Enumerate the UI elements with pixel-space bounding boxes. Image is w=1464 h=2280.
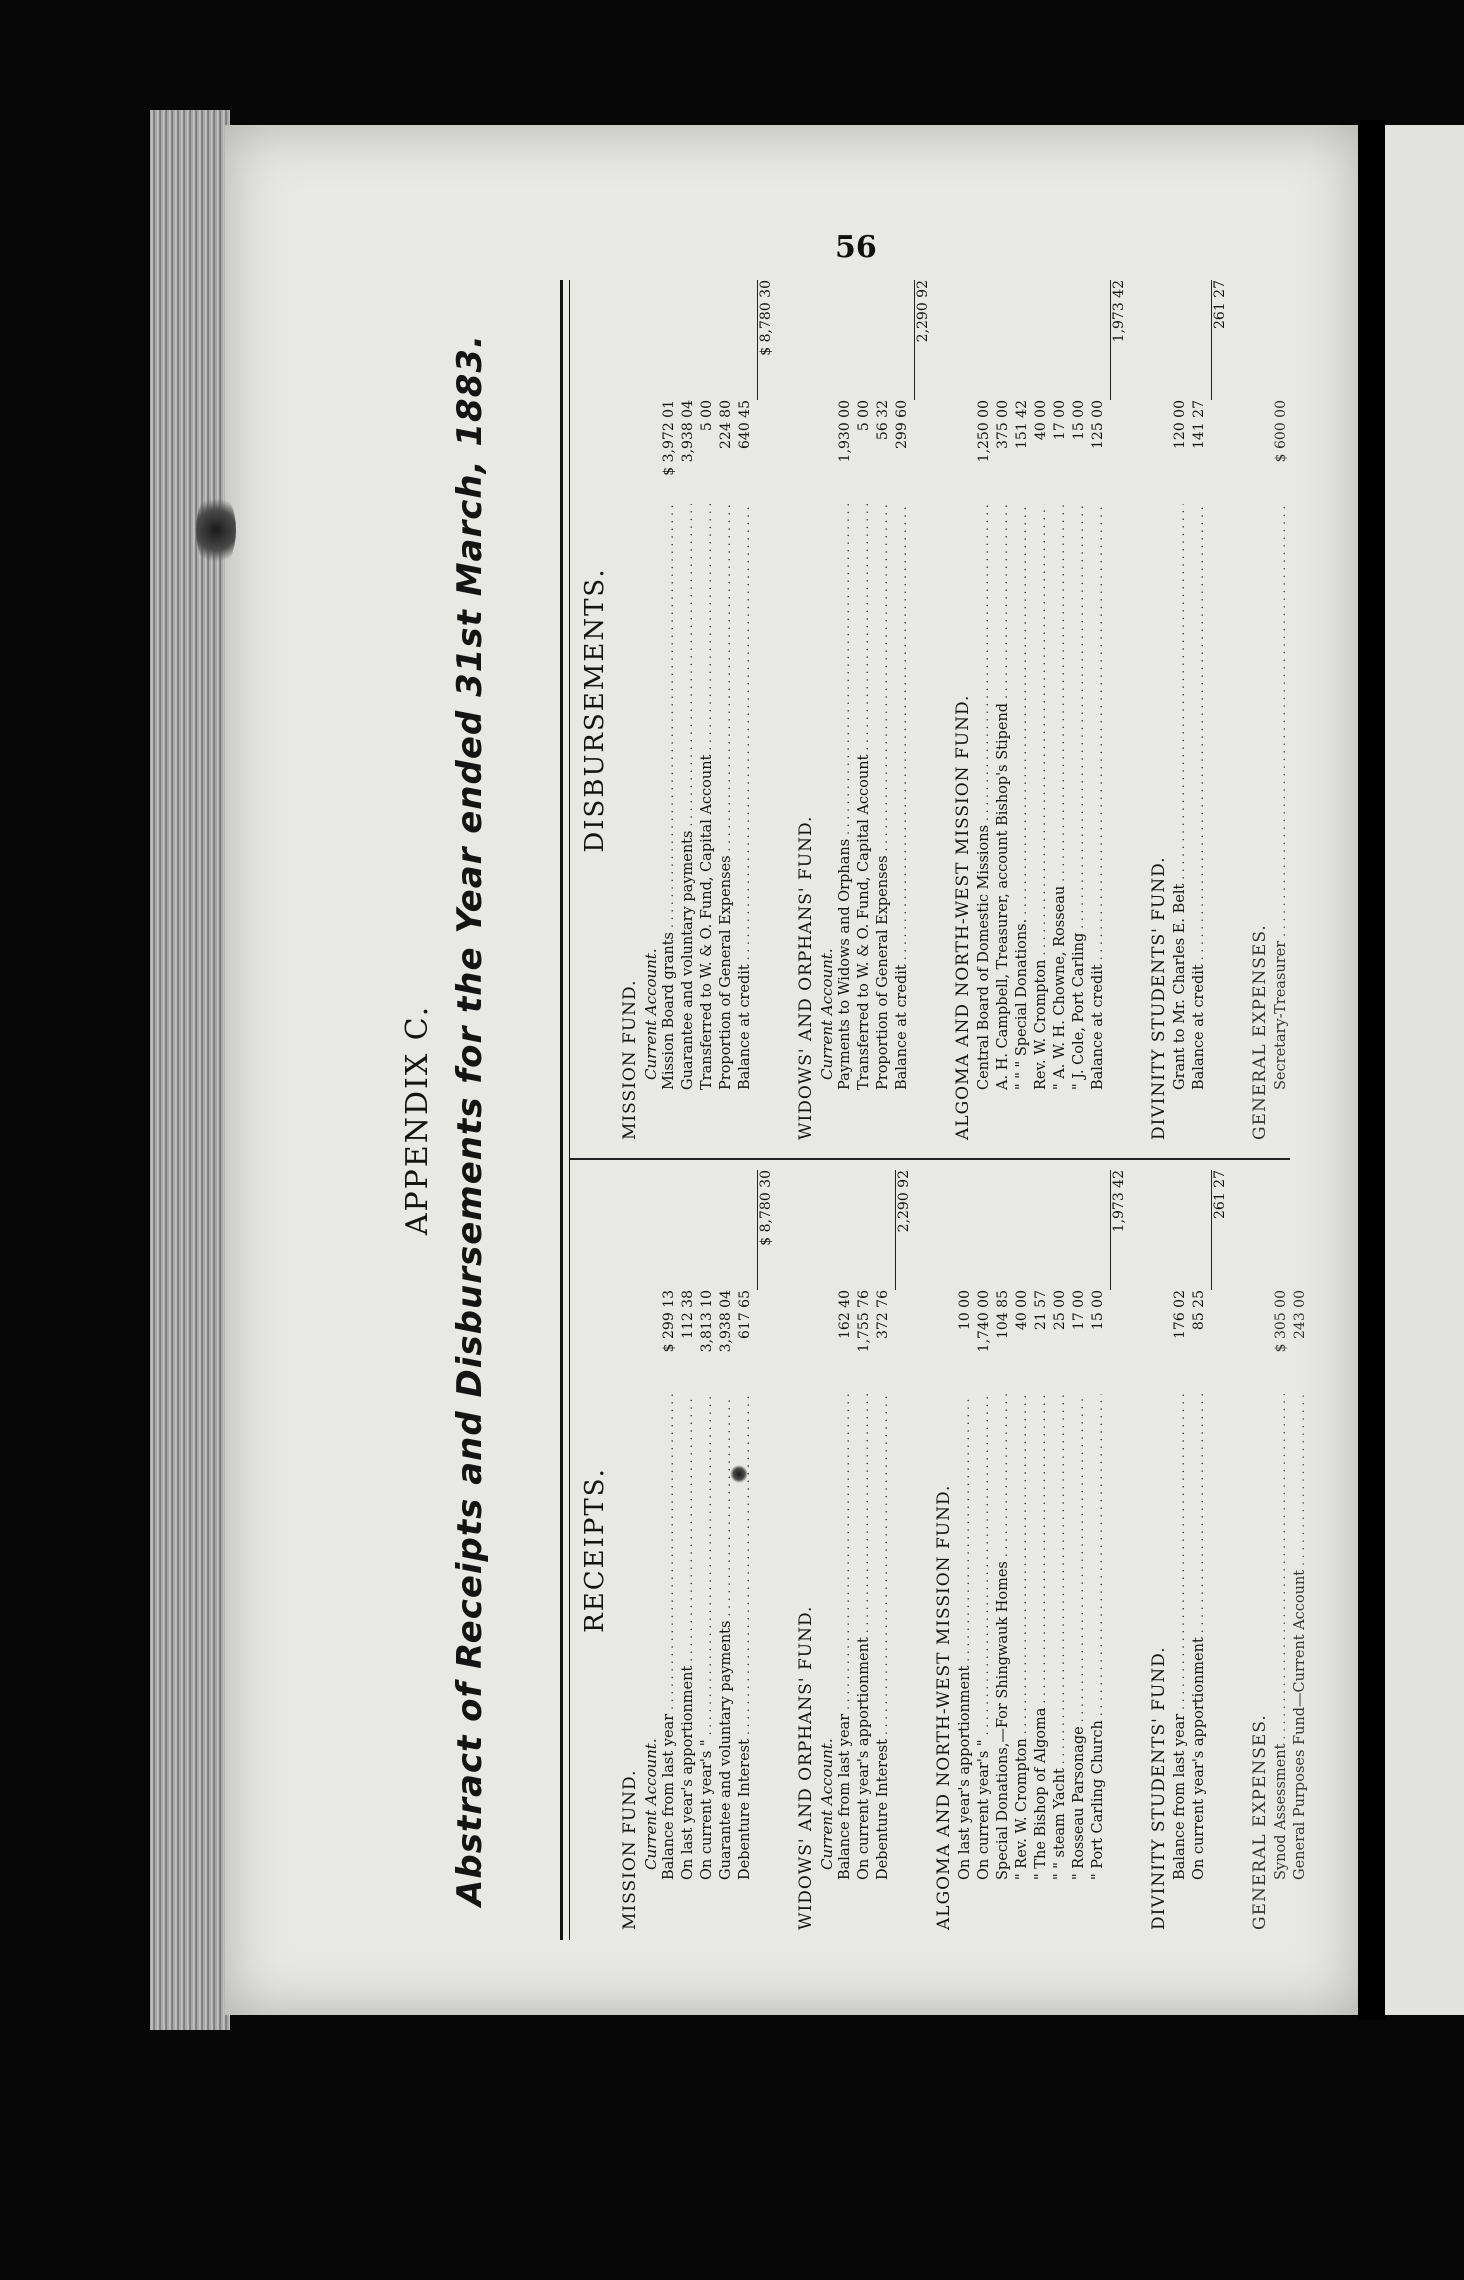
- table-row: [1190, 1170, 1209, 1880]
- total-amount: 261 27: [1211, 1170, 1228, 1290]
- row-amount: 25 00: [1052, 1290, 1068, 1331]
- table-row: [1089, 280, 1108, 1090]
- row-label: " J. Cole, Port Carling: [1071, 932, 1087, 1090]
- section-title: GENERAL EXPENSES.: [1250, 1714, 1270, 1930]
- receipts-algoma-fund: [934, 1170, 1127, 1930]
- section-title: MISSION FUND.: [620, 979, 640, 1140]
- row-label: Central Board of Domestic Missions: [976, 824, 992, 1090]
- receipts-general-expenses: [1250, 1170, 1310, 1930]
- table-row: [975, 280, 994, 1090]
- table-row: [994, 1170, 1013, 1880]
- row-amount: $ 3,972 01: [661, 400, 677, 476]
- receipts-widows-fund: [796, 1170, 912, 1930]
- row-amount: 5 00: [856, 400, 872, 432]
- table-row: [679, 280, 698, 1090]
- table-row: [1032, 280, 1051, 1090]
- table-row: [736, 1170, 755, 1880]
- table-row: [679, 1170, 698, 1880]
- section-total: [895, 1170, 912, 1930]
- table-row: [836, 280, 855, 1090]
- row-label: " " " Special Donations.: [1014, 918, 1030, 1090]
- table-row: [1070, 280, 1089, 1090]
- row-amount: 1,755 76: [856, 1290, 872, 1353]
- row-amount: $ 600 00: [1273, 400, 1289, 463]
- section-total: [914, 280, 931, 1140]
- row-label: Balance from last year: [837, 1713, 853, 1880]
- row-amount: 162 40: [837, 1290, 853, 1339]
- row-amount: 17 00: [1071, 1290, 1087, 1331]
- row-label: Balance from last year: [661, 1713, 677, 1880]
- row-label: On current year's ": [699, 1739, 715, 1880]
- total-amount: $ 8,780 30: [757, 280, 774, 400]
- section-title: MISSION FUND.: [620, 1769, 640, 1930]
- section-subtitle: Current Account.: [818, 948, 836, 1080]
- row-label: On current year's apportionment: [856, 1637, 872, 1880]
- row-label: On current year's ": [976, 1739, 992, 1880]
- table-row: [717, 280, 736, 1090]
- table-row: [1070, 1170, 1089, 1880]
- total-amount: 2,290 92: [895, 1170, 912, 1290]
- row-label: Special Donations,—For Shingwauk Homes: [995, 1561, 1011, 1880]
- table-row: [1171, 280, 1190, 1090]
- row-label: " The Bishop of Algoma: [1033, 1707, 1049, 1880]
- section-title: WIDOWS' AND ORPHANS' FUND.: [796, 1605, 816, 1930]
- row-amount: $ 299 13: [661, 1290, 677, 1353]
- row-amount: 15 00: [1071, 400, 1087, 441]
- row-amount: 56 32: [875, 400, 891, 441]
- table-row: [1013, 1170, 1032, 1880]
- section-title: ALGOMA AND NORTH-WEST MISSION FUND.: [934, 1484, 954, 1930]
- receipts-divinity-fund: [1149, 1170, 1228, 1930]
- section-total: [1110, 280, 1127, 1140]
- row-label: Proportion of General Expenses: [875, 855, 891, 1090]
- disbursements-algoma-fund: [953, 280, 1127, 1140]
- section-title: GENERAL EXPENSES.: [1250, 924, 1270, 1140]
- row-amount: 299 60: [894, 400, 910, 449]
- row-amount: 3,938 04: [718, 1290, 734, 1353]
- abstract-title: Abstract of Receipts and Disbursements for the Year ended 31st March, 1883.: [450, 334, 490, 1906]
- row-amount: 3,938 04: [680, 400, 696, 463]
- table-row: [994, 280, 1013, 1090]
- next-page-edge: [1385, 125, 1464, 2015]
- row-amount: 141 27: [1191, 400, 1207, 449]
- disbursements-divinity-fund: [1149, 280, 1228, 1140]
- receipts-heading: RECEIPTS.: [580, 1467, 610, 1633]
- row-amount: 372 76: [875, 1290, 891, 1339]
- section-title: DIVINITY STUDENTS' FUND.: [1149, 856, 1169, 1140]
- row-label: Balance from last year: [1172, 1713, 1188, 1880]
- section-title: WIDOWS' AND ORPHANS' FUND.: [796, 815, 816, 1140]
- row-label: Debenture Interest: [875, 1739, 891, 1880]
- row-label: Balance at credit: [1191, 964, 1207, 1090]
- row-amount: 5 00: [699, 400, 715, 432]
- row-amount: 104 85: [995, 1290, 1011, 1339]
- total-amount: $ 8,780 30: [757, 1170, 774, 1290]
- table-row: [874, 1170, 893, 1880]
- row-label: Synod Assessment: [1273, 1743, 1289, 1880]
- row-amount: 1,930 00: [837, 400, 853, 463]
- section-title: ALGOMA AND NORTH-WEST MISSION FUND.: [953, 694, 973, 1140]
- row-amount: 640 45: [737, 400, 753, 449]
- disbursements-widows-fund: [796, 280, 931, 1140]
- table-row: [660, 1170, 679, 1880]
- row-label: On last year's apportionment: [680, 1665, 696, 1880]
- section-title: DIVINITY STUDENTS' FUND.: [1149, 1646, 1169, 1930]
- row-label: " A. W. H. Chowne, Rosseau: [1052, 885, 1068, 1090]
- table-row: [1013, 280, 1032, 1090]
- table-row: [698, 280, 717, 1090]
- row-label: General Purposes Fund—Current Account: [1292, 1569, 1308, 1880]
- row-amount: 21 57: [1033, 1290, 1049, 1331]
- row-label: Rev. W. Crompton: [1033, 959, 1049, 1090]
- row-label: Transferred to W. & O. Fund, Capital Account: [699, 754, 715, 1090]
- row-amount: $ 305 00: [1273, 1290, 1289, 1353]
- table-row: [1032, 1170, 1051, 1880]
- table-row: [717, 1170, 736, 1880]
- section-subtitle: Current Account.: [642, 1738, 660, 1870]
- book-page-edges: [150, 110, 230, 2030]
- row-label: A. H. Campbell, Treasurer, account Bishop's Stipend: [995, 702, 1011, 1090]
- rotated-table-content: [390, 280, 1308, 1960]
- row-amount: 176 02: [1172, 1290, 1188, 1339]
- section-total: [1110, 1170, 1127, 1930]
- section-total: [757, 1170, 774, 1930]
- table-row: [893, 280, 912, 1090]
- row-label: Grant to Mr. Charles E. Belt: [1172, 883, 1188, 1090]
- row-label: Mission Board grants: [661, 932, 677, 1090]
- row-amount: 3,813 10: [699, 1290, 715, 1353]
- row-amount: 125 00: [1090, 400, 1106, 449]
- row-amount: 224 80: [718, 400, 734, 449]
- double-rule: [560, 280, 570, 1940]
- table-row: [1291, 1170, 1310, 1880]
- total-amount: 2,290 92: [914, 280, 931, 400]
- row-amount: 1,740 00: [976, 1290, 992, 1353]
- row-amount: 151 42: [1014, 400, 1030, 449]
- table-row: [1272, 280, 1291, 1090]
- row-label: " Rosseau Parsonage: [1071, 1726, 1087, 1880]
- table-row: [1051, 280, 1070, 1090]
- row-label: Guarantee and voluntary payments: [718, 1620, 734, 1880]
- table-row: [736, 280, 755, 1090]
- table-row: [975, 1170, 994, 1880]
- section-total: [1211, 1170, 1228, 1930]
- row-amount: 10 00: [957, 1290, 973, 1331]
- row-amount: 40 00: [1033, 400, 1049, 441]
- row-label: " " steam Yacht: [1052, 1768, 1068, 1880]
- section-total: [1211, 280, 1228, 1140]
- row-amount: 617 65: [737, 1290, 753, 1339]
- row-amount: 120 00: [1172, 400, 1188, 449]
- appendix-title: APPENDIX C.: [400, 1004, 435, 1236]
- table-row: [874, 280, 893, 1090]
- column-divider: [570, 1158, 1290, 1160]
- row-amount: 17 00: [1052, 400, 1068, 441]
- row-amount: 375 00: [995, 400, 1011, 449]
- table-row: [855, 280, 874, 1090]
- row-label: On last year's apportionment: [957, 1665, 973, 1880]
- disbursements-general-expenses: [1250, 280, 1291, 1140]
- section-subtitle: Current Account.: [642, 948, 660, 1080]
- receipts-column: [580, 1170, 1332, 1930]
- row-label: Secretary-Treasurer: [1273, 940, 1289, 1090]
- table-row: [1272, 1170, 1291, 1880]
- table-row: [1190, 280, 1209, 1090]
- table-row: [836, 1170, 855, 1880]
- total-amount: 261 27: [1211, 280, 1228, 400]
- table-row: [855, 1170, 874, 1880]
- row-amount: 15 00: [1090, 1290, 1106, 1331]
- row-label: Balance at credit: [737, 964, 753, 1090]
- row-label: On current year's apportionment: [1191, 1637, 1207, 1880]
- row-label: " Port Carling Church: [1090, 1720, 1106, 1880]
- row-label: Payments to Widows and Orphans: [837, 838, 853, 1090]
- table-row: [1171, 1170, 1190, 1880]
- disbursements-mission-fund: [620, 280, 774, 1140]
- table-row: [1051, 1170, 1070, 1880]
- row-label: Guarantee and voluntary payments: [680, 830, 696, 1090]
- book-gutter: [1358, 120, 1386, 2020]
- section-subtitle: Current Account.: [818, 1738, 836, 1870]
- row-label: Balance at credit: [1090, 964, 1106, 1090]
- section-total: [757, 280, 774, 1140]
- table-row: [660, 280, 679, 1090]
- row-amount: 1,250 00: [976, 400, 992, 463]
- ink-smudge: [196, 490, 236, 570]
- row-label: Balance at credit: [894, 964, 910, 1090]
- total-amount: 1,973 42: [1110, 1170, 1127, 1290]
- row-label: Transferred to W. & O. Fund, Capital Account: [856, 754, 872, 1090]
- row-amount: 40 00: [1014, 1290, 1030, 1331]
- row-label: " Rev. W. Crompton: [1014, 1738, 1030, 1880]
- receipts-mission-fund: [620, 1170, 774, 1930]
- row-amount: 243 00: [1292, 1290, 1308, 1339]
- row-amount: 85 25: [1191, 1290, 1207, 1331]
- table-row: [698, 1170, 717, 1880]
- table-row: [956, 1170, 975, 1880]
- table-row: [1089, 1170, 1108, 1880]
- page-number: 56: [835, 230, 877, 265]
- row-label: Debenture Interest: [737, 1739, 753, 1880]
- total-amount: 1,973 42: [1110, 280, 1127, 400]
- disbursements-heading: DISBURSEMENTS.: [580, 567, 610, 853]
- row-amount: 112 38: [680, 1290, 696, 1339]
- row-label: Proportion of General Expenses: [718, 855, 734, 1090]
- disbursements-column: [580, 280, 1313, 1140]
